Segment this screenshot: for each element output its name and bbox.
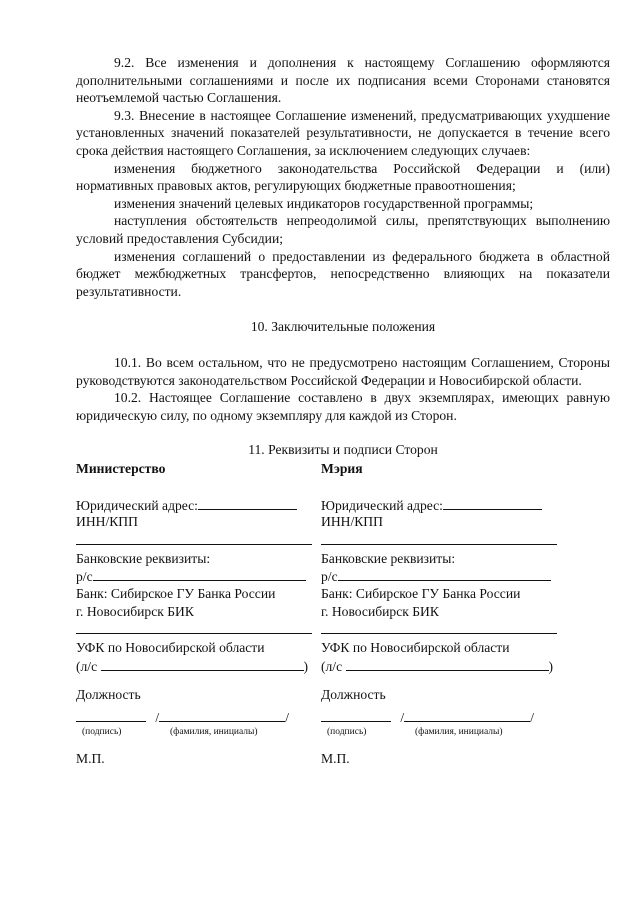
signature-captions [76, 727, 312, 738]
clause-9-3-item: изменения бюджетного законодательства Российской Федерации и (или) нормативных правовых актов, регулирующих бюджетные правоотношения; [76, 160, 610, 194]
signature-line [321, 710, 391, 722]
clause-9-3-item: наступления обстоятельств непреодолимой силы, препятствующих выполнению условий предоставления Субсидии; [76, 213, 610, 246]
legal-address-label: Юридический адрес: [321, 497, 443, 513]
signature-line [76, 710, 146, 722]
clause-9-3-item: изменения соглашений о предоставлении из федерального бюджета в областной бюджет межбюджетных трансфертов, непосредственно влияющих на показатели результативности. [76, 248, 610, 299]
bank-label: Банк: Сибирское ГУ Банка России [321, 585, 521, 601]
ls-open: (л/с [76, 658, 98, 674]
bank-details-label: Банковские реквизиты: [321, 550, 456, 566]
city-bik-label: г. Новосибирск БИК [321, 603, 439, 619]
inn-label: ИНН/КПП [321, 514, 383, 530]
party-name: Мэрия [321, 461, 363, 476]
clause-9-3-item: изменения значений целевых индикаторов государственной программы; [114, 195, 534, 211]
legal-address-line [443, 496, 542, 510]
name-caption: (фамилия, инициалы) [170, 726, 258, 737]
legal-address-row [76, 496, 312, 514]
signature-captions [321, 727, 557, 738]
account-label: р/с [76, 569, 93, 585]
ls-row [321, 657, 557, 675]
document-body [76, 54, 610, 459]
bik-line [76, 620, 312, 634]
bank-details-label: Банковские реквизиты: [76, 550, 211, 566]
section-11-title: 11. Реквизиты и подписи Сторон [248, 442, 438, 458]
signature-block-ministry [76, 460, 312, 767]
signature-block-city-hall [321, 460, 557, 767]
account-label: р/с [321, 569, 338, 585]
legal-address-line [198, 496, 297, 510]
city-bik-label: г. Новосибирск БИК [76, 603, 194, 619]
account-line [93, 567, 306, 581]
account-line [338, 567, 551, 581]
name-line [404, 710, 530, 722]
account-row [321, 567, 557, 585]
ls-line [346, 657, 549, 671]
position-label: Должность [321, 687, 386, 703]
section-10-title: 10. Заключительные положения [250, 319, 436, 335]
signature-caption: (подпись) [327, 726, 367, 737]
ufk-label: УФК по Новосибирской области [321, 640, 510, 656]
ls-open: (л/с [321, 658, 343, 674]
ls-close: ) [548, 658, 554, 674]
inn-line [321, 531, 557, 545]
ls-close: ) [303, 658, 309, 674]
ufk-label: УФК по Новосибирской области [76, 640, 265, 656]
ls-row [76, 657, 312, 675]
inn-label: ИНН/КПП [76, 514, 138, 530]
legal-address-row [321, 496, 557, 514]
bik-line [321, 620, 557, 634]
slash: / [400, 709, 405, 725]
clause-9-3: 9.3. Внесение в настоящее Соглашение изменений, предусматривающих ухудшение установленных значений показателей результативности, не допускается в течение всего срока действия настоящего Соглашения, за исключением следующих случаев: [76, 107, 610, 158]
slash: / [285, 709, 289, 725]
name-caption: (фамилия, инициалы) [415, 726, 503, 737]
signature-row [76, 709, 312, 727]
clause-9-2: 9.2. Все изменения и дополнения к настоящему Соглашению оформляются дополнительными соглашениями и после их подписания всеми Сторонами становятся неотъемлемой частью Соглашения. [76, 55, 610, 106]
slash: / [530, 709, 534, 725]
slash: / [155, 709, 160, 725]
account-row [76, 567, 312, 585]
position-label: Должность [76, 687, 141, 703]
ls-line [101, 657, 304, 671]
bank-label: Банк: Сибирское ГУ Банка России [76, 585, 276, 601]
signature-row [321, 709, 557, 727]
clause-10-2: 10.2. Настоящее Соглашение составлено в двух экземплярах, имеющих равную юридическую силу, по одному экземпляру для каждой из Сторон. [76, 390, 610, 423]
clause-10-1: 10.1. Во всем остальном, что не предусмотрено настоящим Соглашением, Стороны руководствуются законодательством Российской Федерации и Новосибирской области. [76, 354, 610, 388]
name-line [159, 710, 285, 722]
signature-caption: (подпись) [82, 726, 122, 737]
party-name: Министерство [76, 461, 166, 476]
legal-address-label: Юридический адрес: [76, 497, 198, 513]
stamp-label: М.П. [76, 750, 105, 766]
inn-line [76, 531, 312, 545]
stamp-label: М.П. [321, 750, 350, 766]
